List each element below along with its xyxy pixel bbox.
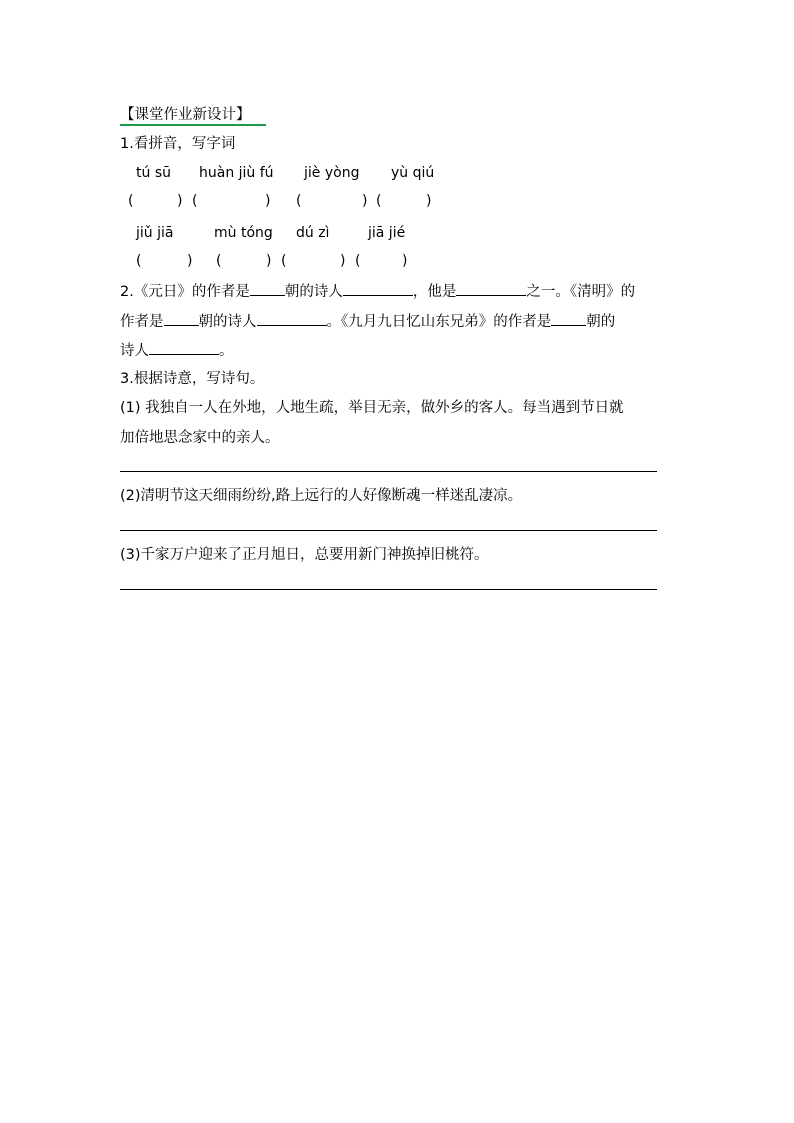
q2-line-2 [120,310,615,332]
answer-box-2-3-close: ) [340,253,346,269]
q2-line-1 [120,280,635,302]
q2-text-10: 。 [219,343,234,359]
q3-item-3: (3)千家万户迎来了正月旭日，总要用新门神换掉旧桃符。 [120,547,489,563]
pinyin-2-1: jiǔ jiā [136,225,174,241]
answer-box-2-4-close: ) [402,253,408,269]
answer-box-2-2-open[interactable]: ( [216,253,222,269]
pinyin-2-2: mù tóng [214,225,273,241]
answer-box-1-2-close: ) [265,193,271,209]
q3-item-2: (2)清明节这天细雨纷纷,路上远行的人好像断魂一样迷乱凄凉。 [120,488,523,504]
q2-text-2: 朝的诗人 [284,284,343,300]
q3-answer-line-1[interactable] [120,471,657,472]
pinyin-2-3: dú zì [296,225,330,241]
q2-text-9: 诗人 [120,343,149,359]
section-title-underline [120,124,266,126]
answer-box-1-1-close: ) [177,193,183,209]
q3-item-1-line-2: 加倍地思念家中的亲人。 [120,430,280,446]
q1-title: 1.看拼音，写字词 [120,136,236,152]
q2-text-5: 作者是 [120,314,164,330]
answer-box-2-1-open[interactable]: ( [136,253,142,269]
q2-text-8: 朝的 [586,314,616,330]
pinyin-1-4: yù qiú [391,165,435,181]
section-title-wrap [120,104,251,125]
q2-blank-dynasty-1[interactable] [250,280,285,296]
q2-blank-poet-1[interactable] [343,280,413,296]
answer-box-2-4-open[interactable]: ( [355,253,361,269]
answer-box-1-2-open[interactable]: ( [192,193,198,209]
q2-blank-poet-2[interactable] [257,310,327,326]
q2-text-7: 。《九月九日忆山东兄弟》的作者是 [326,314,552,330]
pinyin-1-2: huàn jiù fú [199,165,274,181]
q2-text-3: ，他是 [412,284,457,300]
q2-blank-dynasty-2[interactable] [164,310,199,326]
answer-box-1-3-open[interactable]: ( [296,193,302,209]
q2-blank-group[interactable] [456,280,526,296]
q2-text-6: 朝的诗人 [198,314,257,330]
answer-box-2-3-open[interactable]: ( [281,253,287,269]
q2-blank-dynasty-3[interactable] [551,310,586,326]
answer-box-2-1-close: ) [187,253,193,269]
q3-answer-line-2[interactable] [120,530,657,531]
q2-line-3 [120,339,234,361]
q3-answer-line-3[interactable] [120,589,657,590]
q3-title: 3.根据诗意，写诗句。 [120,371,265,387]
answer-box-1-1-open[interactable]: ( [128,193,134,209]
q2-text-1: 2.《元日》的作者是 [120,284,250,300]
pinyin-1-1: tú sū [136,165,171,181]
q2-blank-poet-3[interactable] [149,339,219,355]
answer-box-2-2-close: ) [266,253,272,269]
answer-box-1-3-close: ) [362,193,368,209]
answer-box-1-4-open[interactable]: ( [376,193,382,209]
section-title: 【课堂作业新设计】 [120,107,251,123]
q2-text-4: 之一。《清明》的 [526,284,636,300]
pinyin-1-3: jiè yòng [304,165,360,181]
pinyin-2-4: jiā jié [368,225,406,241]
answer-box-1-4-close: ) [426,193,432,209]
q3-item-1-line-1: (1) 我独自一人在外地，人地生疏，举目无亲，做外乡的客人。每当遇到节日就 [120,400,624,416]
